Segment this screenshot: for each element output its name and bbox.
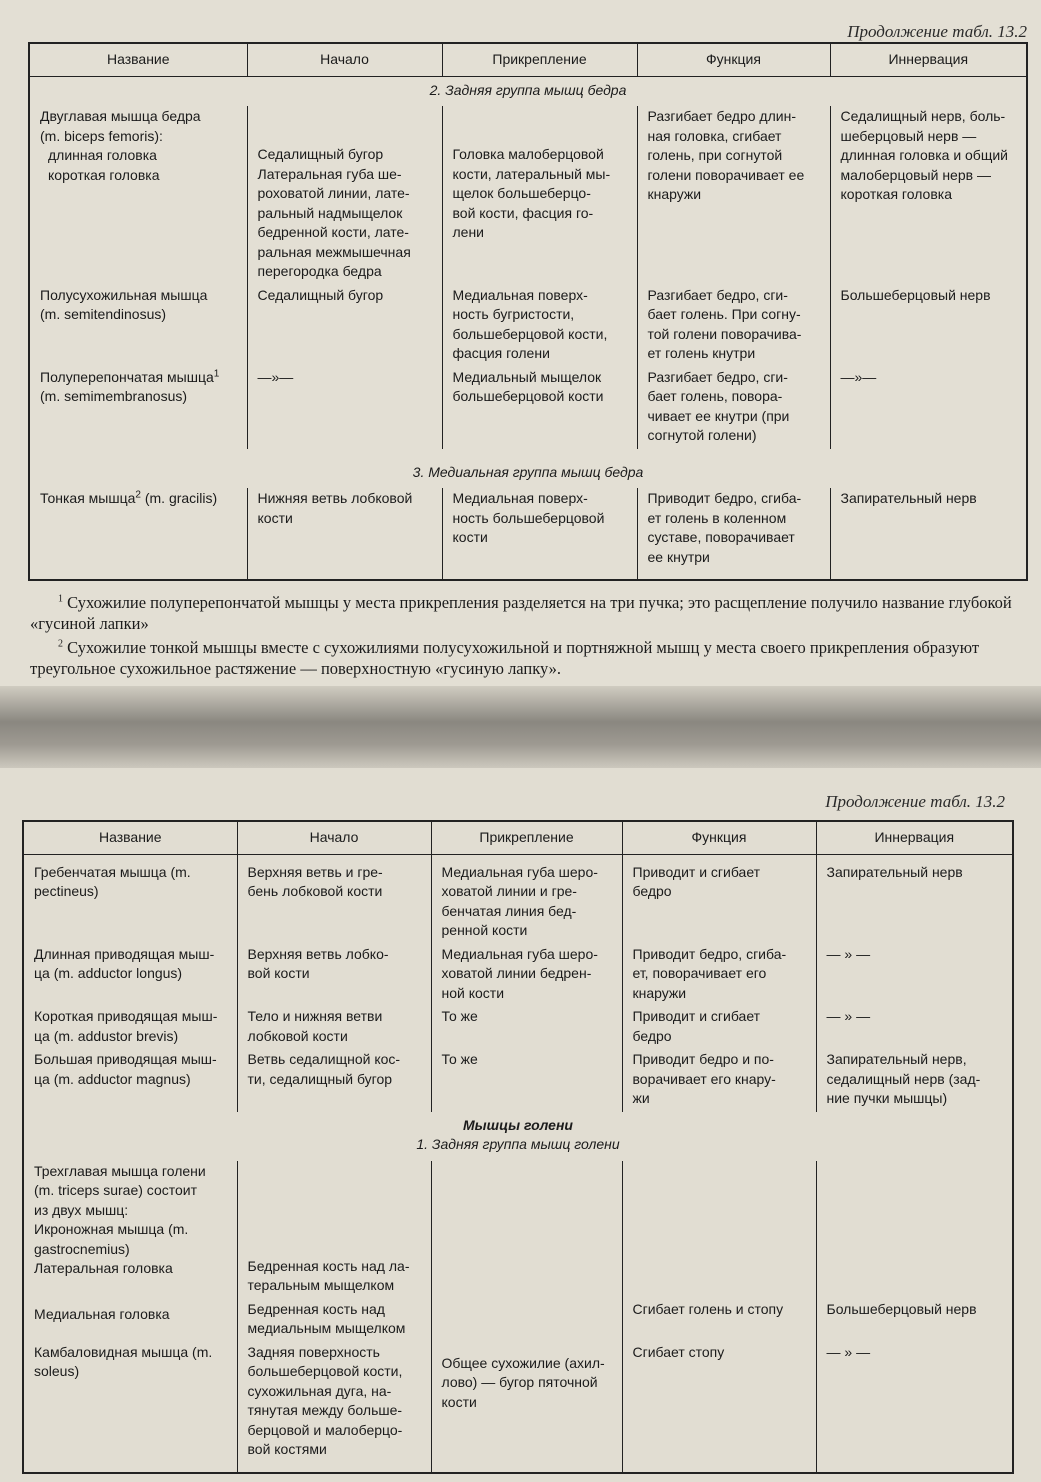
muscle-name: Тонкая мышца [40, 490, 136, 506]
text-line: Ветвь седалищной кос- [247, 1051, 401, 1067]
text-line [40, 368, 239, 388]
text-line: кнаружи [632, 984, 687, 1001]
text-line: седалищный нерв (зад- [826, 1070, 981, 1087]
text-line: большеберцовой кости, [452, 325, 608, 342]
table-row [23, 854, 1013, 944]
text-line: gastrocnemius) [34, 1240, 130, 1257]
text-line: Приводит и сгибает [632, 1008, 761, 1024]
text-line: голени поворачивает ее [647, 166, 805, 183]
text-line: малоберцовый нерв — [840, 166, 991, 183]
cell-innervation [830, 367, 1027, 449]
text-line: Бедренная кость над [247, 1300, 385, 1317]
text-line: Трехглавая мышца голени [34, 1162, 206, 1179]
text-line: Приводит бедро, сгиба- [632, 945, 787, 962]
text-line: Латеральная губа ше- [257, 165, 402, 182]
cell-function [637, 285, 830, 367]
text-line: согнутой голени) [647, 427, 757, 443]
text-line: сухожильная дуга, на- [247, 1382, 392, 1399]
cell-insertion [442, 488, 637, 580]
table-header-row [23, 821, 1013, 854]
text-line: лобковой кости [247, 1027, 348, 1044]
cell-name [23, 1161, 237, 1299]
text-line: берцовой и малоберцо- [247, 1421, 403, 1438]
cell-origin [237, 944, 431, 1007]
text-line: кости, латеральный мы- [452, 165, 611, 182]
cell-insertion [431, 1049, 622, 1112]
text-line: Медиальная губа шеро- [441, 863, 598, 880]
top-page [0, 0, 1041, 720]
section-row [29, 449, 1027, 489]
text-line: Сгибает стопу [632, 1343, 725, 1360]
text-line: Гребенчатая мышца (m. [34, 863, 191, 880]
text-line: Седалищный бугор [257, 286, 384, 303]
text-line: То же [441, 1008, 478, 1024]
cell-function [622, 1299, 816, 1342]
table-row [23, 1049, 1013, 1112]
table-row [23, 1342, 1013, 1473]
cell-insertion [431, 854, 622, 944]
text-line: Латеральная головка [34, 1260, 173, 1276]
section-row [23, 1135, 1013, 1161]
cell-origin [237, 1161, 431, 1299]
muscle-name: Полуперепончатая мышца [40, 368, 214, 385]
footnote-1 [30, 592, 1025, 634]
cell-name [29, 106, 247, 285]
cell-innervation [816, 1161, 1013, 1299]
text-line: кости [257, 509, 293, 526]
text-line: Разгибает бедро длин- [647, 108, 796, 124]
cell-origin [237, 1342, 431, 1473]
text-line: Короткая приводящая мыш- [34, 1008, 218, 1024]
text-line: длинная головка и общий [840, 147, 1008, 163]
footnote-2 [30, 637, 1025, 679]
text-line: Общее сухожилие (ахил- [441, 1354, 605, 1371]
header-innervation: Иннервация [830, 43, 1027, 76]
cell-name [23, 1049, 237, 1112]
text-line: soleus) [34, 1363, 80, 1379]
section-title: Мышцы голени [23, 1112, 1013, 1136]
cell-innervation [830, 488, 1027, 580]
section-row [29, 76, 1027, 106]
text-line: перегородка бедра [257, 263, 382, 279]
table-row [23, 1299, 1013, 1342]
text-line [40, 489, 239, 509]
footnote-text: Сухожилие полуперепончатой мышцы у места прикрепления разделяется на три пучка; это расщепление получило название глубокой «гусиной лапки» [30, 593, 1012, 633]
text-line: ти, седалищный бугор [247, 1070, 393, 1087]
header-origin: Начало [247, 43, 442, 76]
text-line: Тело и нижняя ветви [247, 1008, 383, 1024]
text-line: ет голень кнутри [647, 345, 756, 361]
text-line: Верхняя ветвь и гре- [247, 863, 383, 880]
text-line: Медиальный мыщелок [452, 368, 602, 385]
text-line: бенчатая линия бед- [441, 902, 577, 919]
cell-name [29, 367, 247, 449]
header-insertion: Прикрепление [442, 43, 637, 76]
text-line: тянутая между больше- [247, 1402, 403, 1418]
text-line: кости [452, 529, 488, 545]
cell-origin [247, 285, 442, 367]
cell-function [637, 106, 830, 285]
text-line: ной кости [441, 984, 505, 1001]
cell-insertion [431, 1006, 622, 1049]
text-line: бедро [632, 1027, 672, 1044]
footnote-number: 2 [58, 638, 63, 650]
table-continuation-caption: Продолжение табл. 13.2 [825, 792, 1005, 811]
cell-function [637, 367, 830, 449]
text-line: Верхняя ветвь лобко- [247, 945, 389, 962]
cell-origin [247, 488, 442, 580]
muscles-table-bottom [22, 820, 1014, 1474]
text-line: ворачивает его кнару- [632, 1070, 776, 1087]
text-line: Медиальная поверх- [452, 286, 588, 303]
text-line: Двуглавая мышца бедра [40, 108, 201, 124]
page-gap-shadow [0, 686, 1041, 776]
text-line: (m. semimembranosus) [40, 388, 188, 404]
text-line: (m. semitendinosus) [40, 306, 167, 322]
cell-origin [247, 106, 442, 285]
cell-origin [247, 367, 442, 449]
text-line: ховатой линии бедрен- [441, 965, 592, 981]
text-line: кнаружи [647, 186, 702, 202]
footnote-ref: 2 [135, 489, 141, 501]
header-function: Функция [622, 821, 816, 854]
text-line: — » — [826, 1343, 871, 1360]
text-line: Седалищный нерв, боль- [840, 108, 1006, 124]
text-line: ность большеберцовой [452, 509, 605, 526]
text-line: Сгибает голень и стопу [632, 1300, 784, 1317]
text-line: (m. biceps femoris): [40, 127, 163, 144]
text-line: большеберцовой кости [452, 388, 604, 404]
cell-name [23, 1299, 237, 1342]
cell-insertion [442, 285, 637, 367]
section-title: 3. Медиальная группа мышц бедра [29, 449, 1027, 489]
text-line: ет, поворачивает его [632, 965, 767, 981]
text-line: —»— [840, 368, 877, 385]
table-row [29, 106, 1027, 285]
text-line: Приводит бедро, сгиба- [647, 490, 802, 506]
footnotes [30, 592, 1025, 682]
section-row [23, 1112, 1013, 1136]
text-line: Медиальная губа шеро- [441, 945, 598, 962]
text-line: ховатой линии и гре- [441, 883, 577, 899]
text-line: ральный надмыщелок [257, 204, 403, 221]
header-function: Функция [637, 43, 830, 76]
footnote-number: 1 [58, 593, 63, 605]
cell-origin [237, 1049, 431, 1112]
cell-insertion [431, 1299, 622, 1342]
text-line: Медиальная головка [34, 1305, 170, 1322]
cell-name [23, 1342, 237, 1473]
text-line: кости [441, 1393, 477, 1410]
text-line: Приводит и сгибает [632, 863, 761, 880]
cell-origin [237, 1299, 431, 1342]
text-line: Большеберцовый нерв [840, 286, 991, 303]
table-row [29, 488, 1027, 580]
cell-insertion [442, 367, 637, 449]
cell-function [637, 488, 830, 580]
cell-insertion [442, 106, 637, 285]
cell-name [29, 285, 247, 367]
cell-innervation [816, 854, 1013, 944]
cell-innervation [816, 1049, 1013, 1112]
text-line: медиальным мыщелком [247, 1320, 406, 1336]
cell-origin [237, 1006, 431, 1049]
text-line: ренной кости [441, 922, 528, 938]
text-line: Приводит бедро и по- [632, 1051, 774, 1067]
text-line: То же [441, 1051, 478, 1067]
cell-innervation [830, 285, 1027, 367]
cell-function [622, 1342, 816, 1473]
table-continuation-caption: Продолжение табл. 13.2 [847, 22, 1027, 41]
text-line: (m. triceps surae) состоит [34, 1182, 198, 1198]
text-line: Запирательный нерв [840, 490, 977, 506]
text-line: Задняя поверхность [247, 1343, 380, 1360]
cell-function [622, 1161, 816, 1299]
text-line: Полусухожильная мышца [40, 286, 208, 303]
cell-innervation [816, 1299, 1013, 1342]
text-line: теральным мыщелком [247, 1277, 395, 1293]
table-row [23, 1161, 1013, 1299]
text-line: ральная межмышечная [257, 243, 411, 260]
text-line: той голени поворачива- [647, 325, 802, 342]
cell-insertion [431, 1342, 622, 1473]
header-innervation: Иннервация [816, 821, 1013, 854]
text-line: бает голень. При согну- [647, 306, 801, 322]
table-row [29, 367, 1027, 449]
header-insertion: Прикрепление [431, 821, 622, 854]
text-line: ца (m. adductor magnus) [34, 1070, 191, 1087]
cell-function [622, 944, 816, 1007]
footnote-ref: 1 [213, 367, 220, 379]
muscles-table-top [28, 42, 1028, 581]
text-line: вой кости [247, 965, 310, 981]
text-line: Большая приводящая мыш- [34, 1051, 217, 1067]
text-line: Головка малоберцовой [452, 146, 604, 162]
cell-name [29, 488, 247, 580]
table-row [23, 1006, 1013, 1049]
text-line: ние пучки мышцы) [826, 1090, 948, 1106]
text-line: — » — [826, 945, 871, 962]
bottom-page [0, 768, 1041, 1482]
text-line: pectineus) [34, 883, 99, 899]
text-line: Запирательный нерв [826, 863, 963, 880]
table-header-row [29, 43, 1027, 76]
section-subtitle: 1. Задняя группа мышц голени [23, 1135, 1013, 1161]
table-row [29, 285, 1027, 367]
cell-name [23, 944, 237, 1007]
cell-function [622, 1049, 816, 1112]
text-line: бедренной кости, лате- [257, 224, 409, 240]
text-line: длинная головка [48, 147, 157, 163]
text-line: Седалищный бугор [257, 146, 384, 162]
cell-insertion [431, 1161, 622, 1299]
cell-innervation [816, 1342, 1013, 1473]
section-title: 2. Задняя группа мышц бедра [29, 76, 1027, 106]
cell-origin [237, 854, 431, 944]
text-line: Разгибает бедро, сги- [647, 286, 788, 303]
header-origin: Начало [237, 821, 431, 854]
text-line: Нижняя ветвь лобковой [257, 490, 413, 506]
text-line: Бедренная кость над ла- [247, 1257, 410, 1274]
text-line: ца (m. adductor longus) [34, 965, 183, 981]
text-line: жи [632, 1090, 650, 1106]
header-name: Название [29, 43, 247, 76]
text-line: из двух мышц: [34, 1201, 129, 1218]
footnote-text: Сухожилие тонкой мышцы вместе с сухожилиями полусухожильной и портняжной мышц у места своего прикрепления образуют треугольное сухожильное растяжение — поверхностную «гусиную лапку». [30, 638, 980, 678]
text-line: Камбаловидная мышца (m. [34, 1343, 213, 1360]
cell-insertion [431, 944, 622, 1007]
text-line: шеберцовый нерв — [840, 127, 977, 144]
text-line: ная головка, сгибает [647, 127, 782, 144]
text-line: щелок большеберцо- [452, 185, 591, 201]
text-line: бает голень, повора- [647, 388, 783, 404]
cell-innervation [816, 944, 1013, 1007]
text-line: ца (m. addustor brevis) [34, 1027, 179, 1044]
table-row [23, 944, 1013, 1007]
text-line: Длинная приводящая мыш- [34, 945, 215, 962]
text-line: ность бугристости, [452, 306, 575, 322]
text-line: Запирательный нерв, [826, 1051, 967, 1067]
text-line: короткая головка [48, 166, 160, 183]
text-line: ее кнутри [647, 548, 710, 565]
text-line: Медиальная поверх- [452, 490, 588, 506]
cell-innervation [830, 106, 1027, 285]
text-line: чивает ее кнутри (при [647, 407, 790, 424]
cell-function [622, 854, 816, 944]
text-line: ет голень в коленном [647, 509, 787, 526]
text-line: большеберцовой кости, [247, 1363, 403, 1379]
text-line: короткая головка [840, 186, 952, 202]
text-line: Большеберцовый нерв [826, 1300, 977, 1317]
header-name: Название [23, 821, 237, 854]
text-line: вой кости, фасция го- [452, 204, 594, 221]
cell-name [23, 1006, 237, 1049]
text-line: вой костями [247, 1441, 327, 1457]
text-line: Икроножная мышца (m. [34, 1221, 189, 1237]
text-line: лово) — бугор пяточной [441, 1374, 598, 1390]
text-line: бень лобковой кости [247, 883, 383, 899]
text-line: —»— [257, 368, 294, 385]
cell-function [622, 1006, 816, 1049]
text-line: суставе, поворачивает [647, 529, 795, 545]
cell-name [23, 854, 237, 944]
text-line: лени [452, 224, 485, 240]
text-line: фасция голени [452, 345, 550, 361]
text-line: роховатой линии, лате- [257, 185, 410, 201]
text-line: голень, при согнутой [647, 147, 783, 163]
text-line: Разгибает бедро, сги- [647, 368, 788, 385]
muscle-latin-name: (m. gracilis) [140, 490, 218, 506]
text-line: бедро [632, 883, 672, 899]
text-line: — » — [826, 1008, 871, 1024]
cell-innervation [816, 1006, 1013, 1049]
